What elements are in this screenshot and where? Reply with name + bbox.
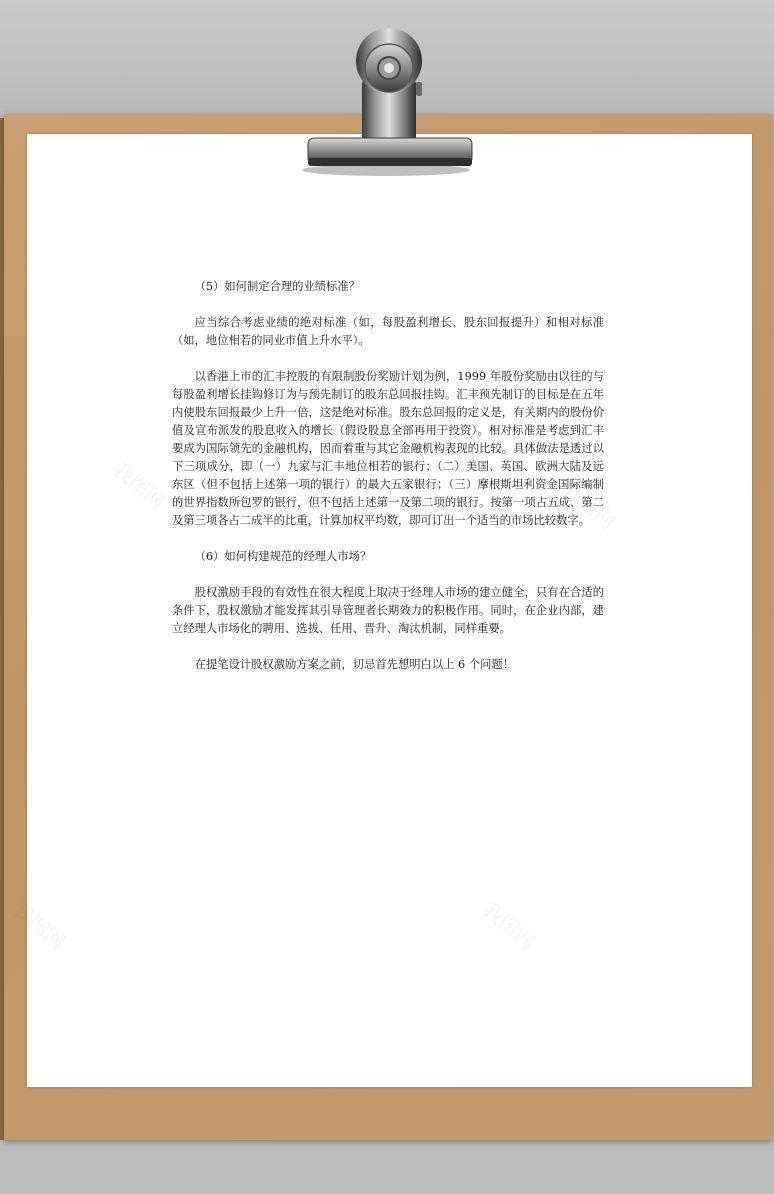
section-heading-6: （6）如何构建规范的经理人市场？ bbox=[194, 550, 372, 563]
binder-clip-icon bbox=[296, 20, 480, 180]
body-paragraph: 股权激励手段的有效性在很大程度上取决于经理人市场的建立健全，只有在合适的条件下，股权激励才能发挥其引导管理者长期效力的积极作用。同时，在企业内部，建立经理人市场化的聘用、选拔、任用、晋升、淘汰机制，同样重要。 bbox=[172, 586, 604, 635]
binder-clip bbox=[296, 20, 480, 180]
document-body bbox=[172, 278, 604, 674]
closing-paragraph: 在提笔设计股权激励方案之前，切忌首先想明白以上 6 个问题！ bbox=[194, 658, 514, 671]
body-paragraph: 应当综合考虑业绩的绝对标准（如，每股盈利增长、股东回报提升）和相对标准（如，地位相若的同业市值上升水平）。 bbox=[172, 316, 604, 347]
body-paragraph: 以香港上市的汇丰控股的有限制股份奖励计划为例，1999 年股份奖励由以往的与每股盈利增长挂钩修订为与预先制订的股东总回报挂钩。汇丰预先制订的目标是在五年内使股东回报最少上升一倍，这是绝对标准。股东总回报的定义是，有关期内的股份价值及宣布派发的股息收入的增长（假设股息全部再用于投资）。相对标准是考虑到汇丰要成为国际领先的金融机构，因而着重与其它金融机构表现的比较。具体做法是透过以下三项成分，即（一）九家与汇丰地位相若的银行；（二）美国、英国、欧洲大陆及远东区（但不包括上述第一项的银行）的最大五家银行；（三）摩根斯坦利资金国际编制的世界指数所包罗的银行，但不包括上述第一及第二项的银行。按第一项占五成、第二及第三项各占二成半的比重，计算加权平均数，即可订出一个适当的市场比较数字。 bbox=[172, 370, 604, 527]
section-heading-5: （5）如何制定合理的业绩标准？ bbox=[194, 280, 360, 293]
